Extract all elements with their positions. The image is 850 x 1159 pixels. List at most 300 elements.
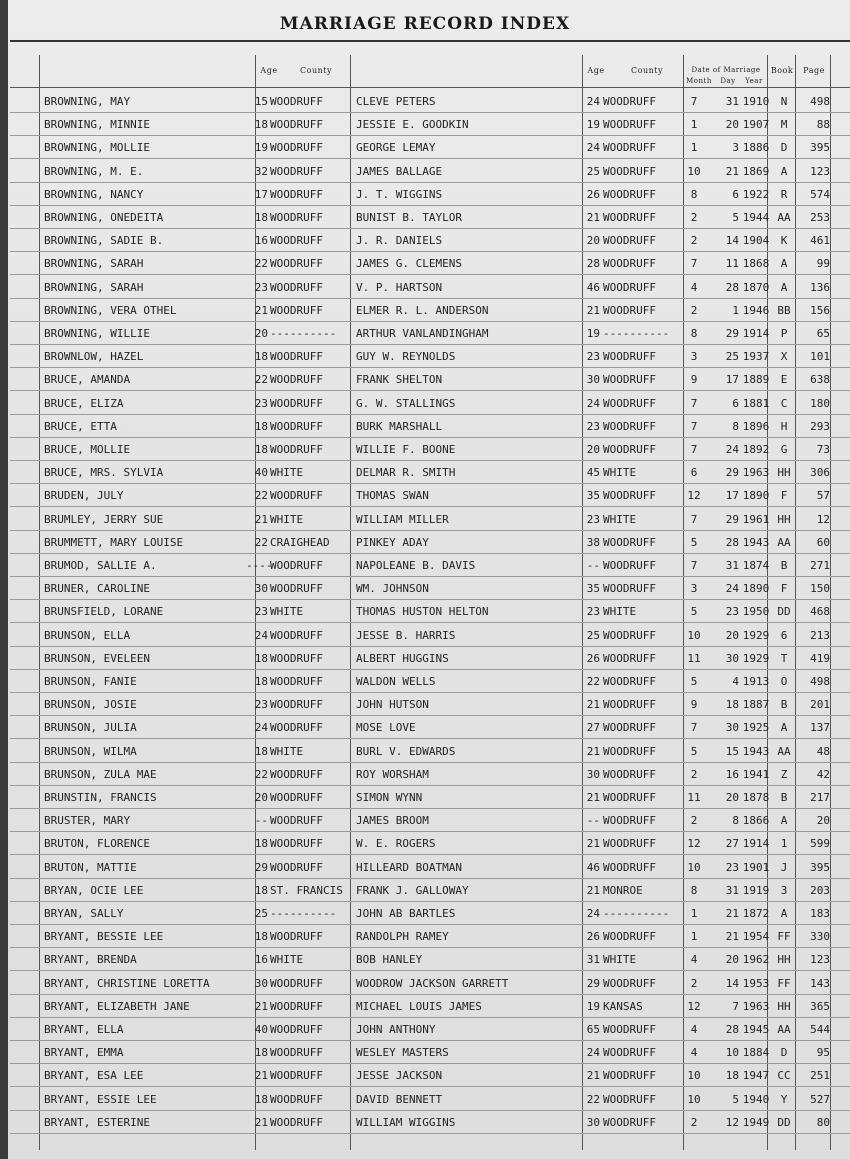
spouse-county: WOODRUFF <box>603 141 656 155</box>
bride-name: BRYANT, BESSIE LEE <box>44 930 164 944</box>
table-row <box>0 556 850 579</box>
record-book: A <box>780 280 788 294</box>
spouse-age: 23 <box>586 350 600 364</box>
bride-county: WOODRUFF <box>270 767 323 781</box>
bride-county: WOODRUFF <box>270 396 323 410</box>
marriage-year: 1947 <box>742 1069 770 1083</box>
spouse-age: 30 <box>586 767 600 781</box>
bride-name: BRYANT, CHRISTINE LORETTA <box>44 976 210 990</box>
bride-county: WOODRUFF <box>270 930 323 944</box>
spouse-name: WILLIE F. BOONE <box>356 443 456 456</box>
bride-age: 25 <box>254 907 268 920</box>
marriage-year: 1946 <box>742 303 770 317</box>
spouse-age: 35 <box>586 489 600 503</box>
bride-county: WOODRUFF <box>270 976 323 990</box>
record-book: HH <box>777 999 791 1013</box>
record-page: 180 <box>810 396 830 410</box>
spouse-county: WOODRUFF <box>603 1046 656 1060</box>
spouse-age: 25 <box>586 164 600 178</box>
bride-name: BROWNING, SADIE B. <box>44 234 164 248</box>
record-page: 137 <box>810 721 830 735</box>
spouse-county: WOODRUFF <box>603 419 656 433</box>
marriage-day: 23 <box>725 860 739 874</box>
marriage-year: 1949 <box>742 1115 770 1129</box>
bride-county: WOODRUFF <box>270 675 323 688</box>
header-year: Year <box>745 77 763 85</box>
spouse-age: 19 <box>586 999 600 1013</box>
record-book: A <box>780 907 788 920</box>
marriage-day: 6 <box>732 396 739 410</box>
marriage-year: 1944 <box>742 211 770 224</box>
spouse-county: WHITE <box>603 512 637 526</box>
bride-name: BRUMOD, SALLIE A. <box>44 559 157 572</box>
bride-county: ST. FRANCIS <box>270 883 343 897</box>
row-rule <box>10 414 850 415</box>
bride-county: WHITE <box>270 466 304 480</box>
bride-name: BROWNING, ONEDEITA <box>44 211 164 224</box>
spouse-age: 35 <box>586 582 600 596</box>
record-book: K <box>780 234 788 248</box>
bride-county: WOODRUFF <box>270 860 323 874</box>
record-page: 461 <box>810 234 830 248</box>
bride-name: BRUMMETT, MARY LOUISE <box>44 535 184 549</box>
table-row <box>0 185 850 208</box>
spouse-name: BURK MARSHALL <box>356 419 443 433</box>
header-month: Month <box>686 77 712 85</box>
bride-county: WOODRUFF <box>270 419 323 433</box>
marriage-day: 10 <box>725 1046 739 1060</box>
bride-county: WOODRUFF <box>270 1046 323 1060</box>
bride-age: 18 <box>254 211 268 224</box>
bride-name: BROWNING, NANCY <box>44 187 144 201</box>
spouse-county: WOODRUFF <box>603 698 656 712</box>
marriage-month: 7 <box>690 257 698 271</box>
bride-age: 21 <box>254 1115 268 1129</box>
record-book: B <box>780 698 788 712</box>
record-book: H <box>780 419 788 433</box>
marriage-day: 24 <box>725 443 739 456</box>
row-rule <box>10 599 850 600</box>
marriage-day: 5 <box>732 1092 739 1106</box>
bride-name: BROWNING, WILLIE <box>44 327 150 340</box>
marriage-day: 15 <box>725 744 739 758</box>
record-book: J <box>780 860 788 874</box>
record-page: 330 <box>810 930 830 944</box>
marriage-day: 27 <box>725 837 739 851</box>
bride-name: BROWNING, MOLLIE <box>44 141 150 155</box>
table-row <box>0 927 850 950</box>
marriage-year: 1889 <box>742 373 770 387</box>
bride-name: BROWNLOW, HAZEL <box>44 350 144 364</box>
marriage-year: 1881 <box>742 396 770 410</box>
spouse-county: WOODRUFF <box>603 535 656 549</box>
table-row <box>0 602 850 625</box>
record-book: A <box>780 814 788 828</box>
record-book: C <box>780 396 788 410</box>
marriage-day: 29 <box>725 327 739 340</box>
marriage-month: 4 <box>690 953 698 967</box>
bride-name: BRYANT, BRENDA <box>44 953 137 967</box>
record-book: A <box>780 721 788 735</box>
record-page: 150 <box>810 582 830 596</box>
spouse-county: WOODRUFF <box>603 396 656 410</box>
table-row <box>0 208 850 231</box>
record-book: F <box>780 489 788 503</box>
marriage-month: 7 <box>690 559 698 572</box>
bride-name: BRUCE, MOLLIE <box>44 443 131 456</box>
marriage-year: 1929 <box>742 651 770 665</box>
bride-name: BRUSTER, MARY <box>44 814 131 828</box>
bride-name: BRUNSON, EVELEEN <box>44 651 150 665</box>
record-page: 419 <box>810 651 830 665</box>
marriage-year: 1953 <box>742 976 770 990</box>
bride-age: 23 <box>254 698 268 712</box>
header-spouse-county: County <box>631 66 663 75</box>
record-page: 48 <box>816 744 830 758</box>
spouse-name: WM. JOHNSON <box>356 582 429 596</box>
marriage-month: 9 <box>690 698 698 712</box>
bride-name: BRUTON, FLORENCE <box>44 837 150 851</box>
record-page: 123 <box>810 953 830 967</box>
bride-county: WOODRUFF <box>270 257 323 271</box>
bride-age: 18 <box>254 443 268 456</box>
spouse-name: ARTHUR VANLANDINGHAM <box>356 327 489 340</box>
marriage-year: 1929 <box>742 628 770 642</box>
header-bottom-rule <box>10 87 850 88</box>
record-page: 251 <box>810 1069 830 1083</box>
header-spouse-age: Age <box>587 66 605 75</box>
spouse-age: 21 <box>586 744 600 758</box>
marriage-day: 21 <box>725 930 739 944</box>
bride-name: BRUNSON, ZULA MAE <box>44 767 157 781</box>
table-row <box>0 649 850 672</box>
bride-name: BRUCE, MRS. SYLVIA <box>44 466 164 480</box>
bride-age: 40 <box>254 466 268 480</box>
record-page: 544 <box>810 1023 830 1036</box>
spouse-name: FRANK J. GALLOWAY <box>356 883 469 897</box>
bride-name: BRUNSON, ELLA <box>44 628 131 642</box>
marriage-day: 31 <box>725 559 739 572</box>
spouse-age: 21 <box>586 1069 600 1083</box>
marriage-month: 1 <box>690 930 698 944</box>
record-book: Y <box>780 1092 788 1106</box>
record-page: 73 <box>816 443 830 456</box>
marriage-month: 1 <box>690 141 698 155</box>
spouse-county: ---------- <box>603 327 670 340</box>
row-rule <box>10 251 850 252</box>
bride-age: 21 <box>254 1069 268 1083</box>
spouse-name: NAPOLEANE B. DAVIS <box>356 559 476 572</box>
table-row <box>0 92 850 115</box>
record-book: A <box>780 257 788 271</box>
marriage-year: 1866 <box>742 814 770 828</box>
marriage-day: 3 <box>732 141 739 155</box>
marriage-month: 10 <box>687 1069 701 1083</box>
bride-name: BROWNING, MINNIE <box>44 118 150 132</box>
bride-county: WOODRUFF <box>270 999 323 1013</box>
marriage-month: 2 <box>690 211 698 224</box>
header-age: Age <box>260 66 278 75</box>
marriage-day: 17 <box>725 373 739 387</box>
marriage-day: 12 <box>725 1115 739 1129</box>
table-row <box>0 626 850 649</box>
row-rule <box>10 1017 850 1018</box>
record-page: 574 <box>810 187 830 201</box>
spouse-county: WOODRUFF <box>603 791 656 804</box>
spouse-age: 28 <box>586 257 600 271</box>
table-row <box>0 1090 850 1113</box>
record-book: FF <box>777 976 791 990</box>
bride-age: 17 <box>254 187 268 201</box>
marriage-year: 1940 <box>742 1092 770 1106</box>
bride-name: BROWNING, SARAH <box>44 280 144 294</box>
bride-name: BROWNING, MAY <box>44 95 131 108</box>
spouse-name: JESSIE E. GOODKIN <box>356 118 469 132</box>
spouse-county: WOODRUFF <box>603 744 656 758</box>
marriage-month: 5 <box>690 675 698 688</box>
record-book: Z <box>780 767 788 781</box>
marriage-year: 1937 <box>742 350 770 364</box>
bride-age: 24 <box>254 721 268 735</box>
bride-name: BRYAN, OCIE LEE <box>44 883 144 897</box>
table-row <box>0 788 850 811</box>
bride-age: 18 <box>254 419 268 433</box>
record-page: 201 <box>810 698 830 712</box>
row-rule <box>10 460 850 461</box>
spouse-age: 21 <box>586 791 600 804</box>
record-page: 123 <box>810 164 830 178</box>
bride-county: WOODRUFF <box>270 628 323 642</box>
spouse-name: FRANK SHELTON <box>356 373 443 387</box>
table-row <box>0 533 850 556</box>
marriage-month: 2 <box>690 767 698 781</box>
spouse-name: JAMES G. CLEMENS <box>356 257 462 271</box>
table-row <box>0 579 850 602</box>
row-rule <box>10 1040 850 1041</box>
bride-name: BRYANT, ELIZABETH JANE <box>44 999 190 1013</box>
spouse-county: WOODRUFF <box>603 303 656 317</box>
spouse-county: WOODRUFF <box>603 164 656 178</box>
marriage-year: 1962 <box>742 953 770 967</box>
record-page: 20 <box>816 814 830 828</box>
bride-age: 22 <box>254 535 268 549</box>
row-rule <box>10 298 850 299</box>
spouse-name: WILLIAM WIGGINS <box>356 1115 456 1129</box>
bride-age: 18 <box>254 350 268 364</box>
record-page: 99 <box>816 257 830 271</box>
spouse-county: WOODRUFF <box>603 257 656 271</box>
table-row <box>0 834 850 857</box>
spouse-name: JESSE JACKSON <box>356 1069 443 1083</box>
table-row <box>0 231 850 254</box>
marriage-month: 1 <box>690 907 698 920</box>
bride-name: BRUNSON, JOSIE <box>44 698 137 712</box>
table-row <box>0 347 850 370</box>
bride-county: WOODRUFF <box>270 234 323 248</box>
record-page: 468 <box>810 605 830 619</box>
spouse-name: WOODROW JACKSON GARRETT <box>356 976 509 990</box>
marriage-year: 1886 <box>742 141 770 155</box>
table-row <box>0 742 850 765</box>
marriage-day: 7 <box>732 999 739 1013</box>
marriage-month: 8 <box>690 187 698 201</box>
record-book: CC <box>777 1069 791 1083</box>
row-rule <box>10 135 850 136</box>
record-page: 498 <box>810 95 830 108</box>
bride-county: WOODRUFF <box>270 350 323 364</box>
spouse-county: WOODRUFF <box>603 234 656 248</box>
table-row <box>0 1113 850 1136</box>
spouse-age: 23 <box>586 605 600 619</box>
spouse-county: ---------- <box>603 907 670 920</box>
row-rule <box>10 878 850 879</box>
row-rule <box>10 715 850 716</box>
record-page: 638 <box>810 373 830 387</box>
marriage-year: 1963 <box>742 466 770 480</box>
bride-age: 21 <box>254 999 268 1013</box>
marriage-day: 16 <box>725 767 739 781</box>
bride-age: 29 <box>254 860 268 874</box>
spouse-age: 27 <box>586 721 600 735</box>
marriage-month: 4 <box>690 280 698 294</box>
record-page: 42 <box>816 767 830 781</box>
spouse-name: J. T. WIGGINS <box>356 187 443 201</box>
spouse-county: WOODRUFF <box>603 860 656 874</box>
bride-age: ---- <box>246 559 273 572</box>
bride-name: BRUCE, ELIZA <box>44 396 124 410</box>
marriage-month: 9 <box>690 373 698 387</box>
bride-age: 22 <box>254 373 268 387</box>
record-book: HH <box>777 512 791 526</box>
bride-age: 20 <box>254 327 268 340</box>
row-rule <box>10 646 850 647</box>
spouse-name: J. R. DANIELS <box>356 234 443 248</box>
table-row <box>0 115 850 138</box>
record-page: 60 <box>816 535 830 549</box>
marriage-year: 1868 <box>742 257 770 271</box>
record-book: FF <box>777 930 791 944</box>
spouse-name: ELMER R. L. ANDERSON <box>356 303 489 317</box>
marriage-month: 7 <box>690 95 698 108</box>
spouse-name: BURL V. EDWARDS <box>356 744 456 758</box>
bride-county: WOODRUFF <box>270 95 323 108</box>
record-page: 395 <box>810 860 830 874</box>
bride-county: WOODRUFF <box>270 303 323 317</box>
marriage-month: 4 <box>690 1046 698 1060</box>
marriage-month: 3 <box>690 350 698 364</box>
bride-county: WOODRUFF <box>270 791 323 804</box>
header-county: County <box>300 66 332 75</box>
record-book: X <box>780 350 788 364</box>
marriage-day: 18 <box>725 698 739 712</box>
spouse-county: WOODRUFF <box>603 211 656 224</box>
spouse-county: WOODRUFF <box>603 1023 656 1036</box>
spouse-county: WOODRUFF <box>603 489 656 503</box>
bride-age: 22 <box>254 257 268 271</box>
spouse-county: WOODRUFF <box>603 350 656 364</box>
bride-name: BRYANT, ELLA <box>44 1023 124 1036</box>
record-page: 156 <box>810 303 830 317</box>
spouse-name: JOHN HUTSON <box>356 698 429 712</box>
bride-county: WOODRUFF <box>270 651 323 665</box>
marriage-year: 1904 <box>742 234 770 248</box>
spouse-age: 46 <box>586 860 600 874</box>
marriage-day: 31 <box>725 883 739 897</box>
spouse-county: WOODRUFF <box>603 1115 656 1129</box>
header-date-of-marriage: Date of Marriage <box>691 66 761 74</box>
row-rule <box>10 785 850 786</box>
row-rule <box>10 762 850 763</box>
bride-county: WOODRUFF <box>270 582 323 596</box>
table-row <box>0 672 850 695</box>
record-page: 498 <box>810 675 830 688</box>
marriage-month: 1 <box>690 118 698 132</box>
spouse-name: DAVID BENNETT <box>356 1092 443 1106</box>
spouse-county: WOODRUFF <box>603 1092 656 1106</box>
marriage-year: 1869 <box>742 164 770 178</box>
bride-age: 18 <box>254 883 268 897</box>
marriage-month: 6 <box>690 466 698 480</box>
bride-age: 18 <box>254 930 268 944</box>
marriage-day: 29 <box>725 512 739 526</box>
spouse-county: WOODRUFF <box>603 1069 656 1083</box>
record-book: 3 <box>780 883 788 897</box>
record-page: 365 <box>810 999 830 1013</box>
spouse-age: 20 <box>586 443 600 456</box>
spouse-name: G. W. STALLINGS <box>356 396 456 410</box>
marriage-year: 1890 <box>742 489 770 503</box>
marriage-year: 1887 <box>742 698 770 712</box>
table-row <box>0 718 850 741</box>
record-book: 6 <box>780 628 788 642</box>
bride-age: 32 <box>254 164 268 178</box>
spouse-age: 25 <box>586 628 600 642</box>
record-page: 12 <box>816 512 830 526</box>
spouse-name: SIMON WYNN <box>356 791 423 804</box>
marriage-month: 7 <box>690 512 698 526</box>
spouse-age: -- <box>586 559 600 572</box>
marriage-day: 20 <box>725 628 739 642</box>
spouse-county: WOODRUFF <box>603 187 656 201</box>
row-rule <box>10 437 850 438</box>
marriage-year: 1945 <box>742 1023 770 1036</box>
row-rule <box>10 205 850 206</box>
row-rule <box>10 947 850 948</box>
bride-age: 21 <box>254 303 268 317</box>
row-rule <box>10 112 850 113</box>
record-book: HH <box>777 953 791 967</box>
spouse-name: WILLIAM MILLER <box>356 512 449 526</box>
spouse-name: BUNIST B. TAYLOR <box>356 211 462 224</box>
marriage-year: 1961 <box>742 512 770 526</box>
table-row <box>0 950 850 973</box>
bride-county: WOODRUFF <box>270 443 323 456</box>
marriage-day: 29 <box>725 466 739 480</box>
spouse-name: WESLEY MASTERS <box>356 1046 449 1060</box>
table-row <box>0 486 850 509</box>
record-book: G <box>780 443 788 456</box>
row-rule <box>10 1063 850 1064</box>
marriage-month: 5 <box>690 744 698 758</box>
marriage-day: 5 <box>732 211 739 224</box>
bride-county: WOODRUFF <box>270 1023 323 1036</box>
marriage-day: 20 <box>725 118 739 132</box>
spouse-age: 24 <box>586 1046 600 1060</box>
table-row <box>0 138 850 161</box>
row-rule <box>10 530 850 531</box>
bride-age: 22 <box>254 489 268 503</box>
bride-age: 20 <box>254 791 268 804</box>
